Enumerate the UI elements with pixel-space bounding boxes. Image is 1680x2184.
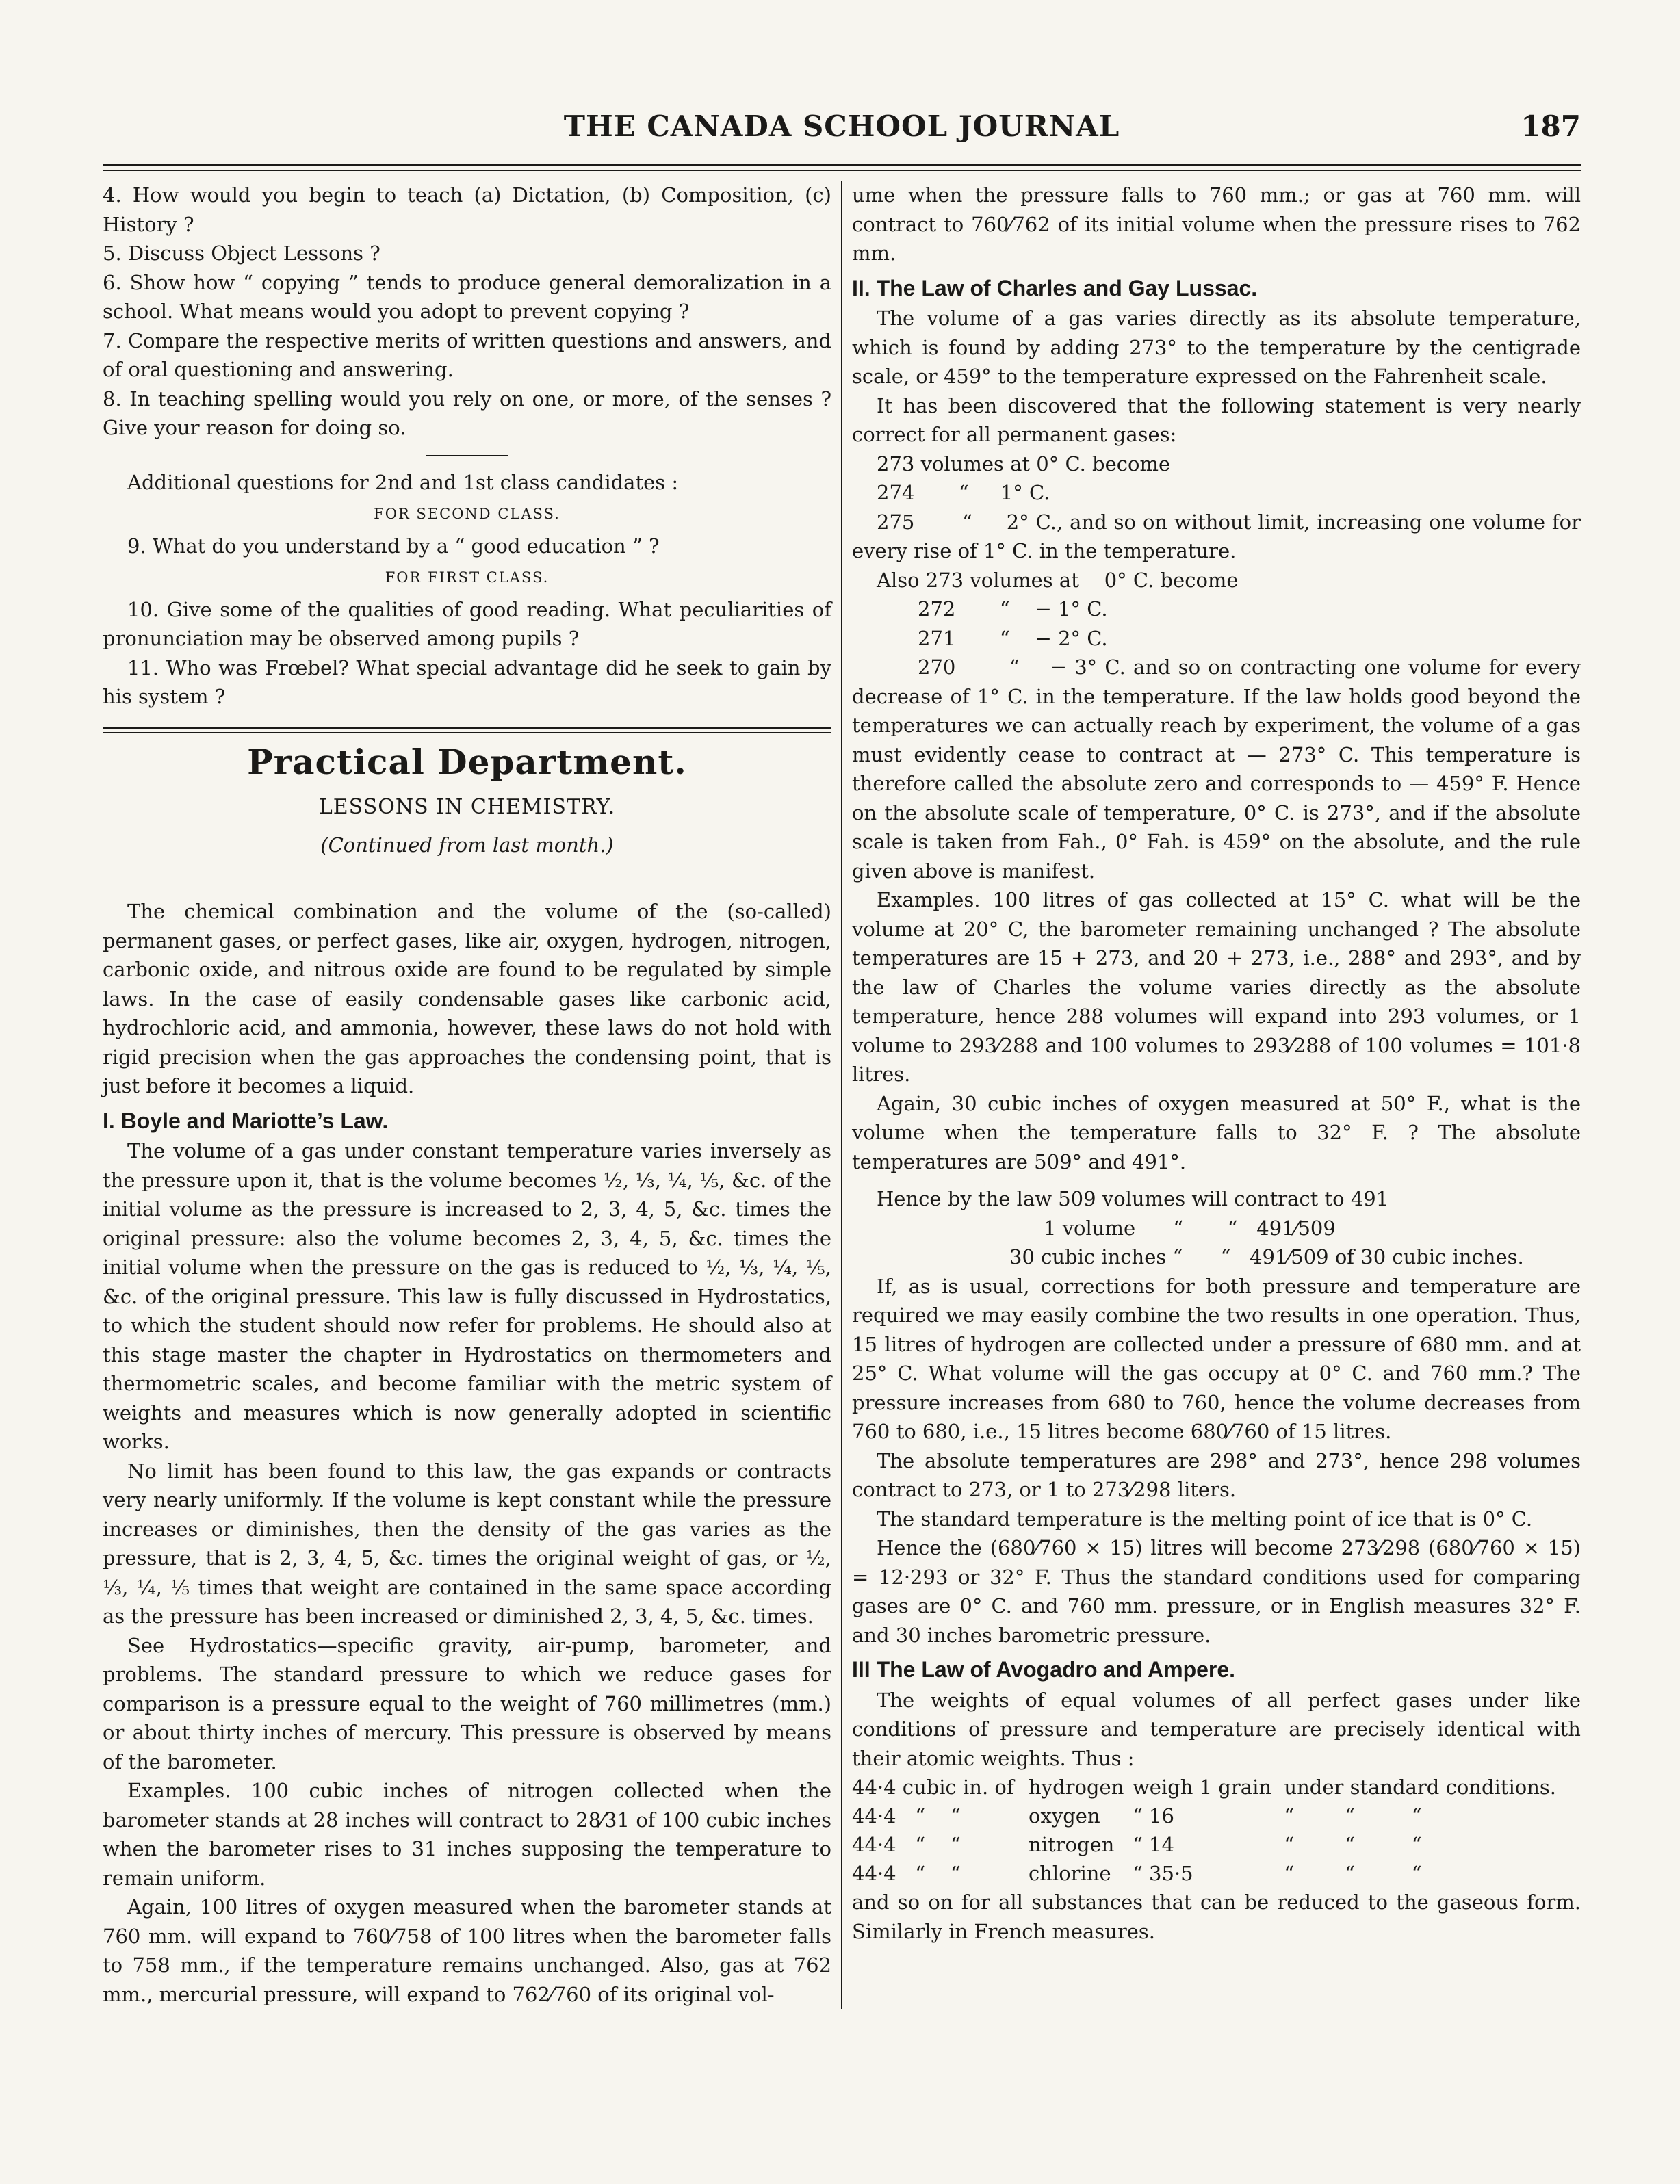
left-column (103, 181, 841, 2009)
question-9: 9. What do you understand by a “ good education ” ? (127, 534, 660, 558)
example-paragraph: The absolute temperatures are 298° and 273°, hence 298 volumes contract to 273, or 1 to 273⁄298 liters. (852, 1448, 1581, 1501)
hence-line: 1 volume “ “ 491⁄509 (1044, 1216, 1336, 1240)
section-1-example: Again, 100 litres of oxygen measured when the barometer stands at 760 mm. will expand to 760⁄758 of 100 litres when the barometer falls to 758 mm., if the temperature remains unchanged. Also, gas at 762 mm., mercurial pressure, will expand to 762⁄760 of its original vol- (103, 1895, 831, 2006)
section-1-paragraph: See Hydrostatics—specific gravity, air-pump, barometer, and problems. The standard pressure to which we reduce gases for comparison is a pressure equal to the weight of 760 millimetres (mm.) or about thirty inches of mercury. This pressure is observed by means of the barometer. (103, 1633, 831, 1773)
lessons-title: LESSONS IN CHEMISTRY. (318, 795, 616, 819)
example-paragraph: Hence the (680⁄760 × 15) litres will become 273⁄298 (680⁄760 × 15) = 12·293 or 32° F. Thus the standard conditions used for comparing gases are 0° C. and 760 mm. pressure, or in English measures 32° F. and 30 inches barometric pressure. (852, 1536, 1581, 1647)
example-paragraph: Examples. 100 litres of gas collected at 15° C. what will be the volume at 20° C, the barometer remaining unchanged ? The absolute temperatures are 15 + 273, and 20 + 273, i.e., 288° and 293°, and by the law of Charles the volume varies directly as the absolute temperature, hence 288 volumes will expand into 293 volumes, or 1 volume to 293⁄288 and 100 volumes to 293⁄288 of 100 volumes = 101·8 litres. (852, 888, 1581, 1086)
header-rule (103, 164, 1581, 171)
question-8: 8. In teaching spelling would you rely on one, or more, of the senses ? Give your reason for doing so. (103, 387, 831, 439)
example-paragraph: If, as is usual, corrections for both pressure and temperature are required we may easily combine the two results in one operation. Thus, 15 litres of hydrogen are collected under a pressure of 680 mm. and at 25° C. What volume will the gas occupy at 0° C. and 760 mm.? The pressure increases from 680 to 760, hence the volume decreases from 760 to 680, i.e., 15 litres become 680⁄760 of 15 litres. (852, 1274, 1581, 1443)
atomic-weight-table (852, 1773, 1581, 1888)
closing-text: and so on for all substances that can be reduced to the gaseous form. Similarly in French measures. (852, 1890, 1581, 1943)
page-header (103, 103, 1581, 164)
table-cell: 44·4 “ “ (852, 1862, 961, 1885)
hence-line: 30 cubic inches “ “ 491⁄509 of 30 cubic inches. (1009, 1245, 1524, 1269)
two-column-body (103, 181, 1581, 2009)
table-cell: “ 16 (1132, 1804, 1174, 1828)
volume-line: 273 volumes at 0° C. become (877, 452, 1171, 476)
question-7: 7. Compare the respective merits of written questions and answers, and of oral questioning and answering. (103, 328, 831, 381)
question-11: 11. Who was Frœbel? What special advantage did he seek to gain by his system ? (103, 655, 831, 708)
department-heading: Practical Department. (247, 741, 687, 782)
intro-paragraph: The chemical combination and the volume of the (so-called) permanent gases, or perfect gases, like air, oxygen, hydrogen, nitrogen, carbonic oxide, and nitrous oxide are found to be regulated by simple laws. In the case of easily condensable gases like carbonic acid, hydrochloric acid, and ammonia, however, these laws do not hold with rigid precision when the gas approaches the condensing point, that is just before it becomes a liquid. (103, 900, 831, 1097)
table-row (852, 1773, 1581, 1802)
example-paragraph: The standard temperature is the melting point of ice that is 0° C. (877, 1507, 1533, 1531)
table-cell: “ “ “ (1284, 1804, 1422, 1828)
section-3-title: III The Law of Avogadro and Ampere. (852, 1657, 1236, 1682)
first-class-heading: FOR FIRST CLASS. (385, 569, 550, 586)
table-cell: “ 14 (1132, 1833, 1174, 1856)
section-1-paragraph: The volume of a gas under constant temperature varies inversely as the pressure upon it, that is the volume becomes ½, ⅓, ¼, ⅕, &c. of the initial volume as the pressure is increased to 2, 3, 4, 5, &c. times the original pressure: also the volume becomes 2, 3, 4, 5, &c. times the initial volume when the pressure on the gas is reduced to ½, ⅓, ¼, ⅕, &c. of the original pressure. This law is fully discussed in Hydrostatics, to which the student should now refer for problems. He should also at this stage master the chapter in Hydrostatics on thermometers and thermometric scales, and become familiar with the metric system of weights and measures which is now generally adopted in scientific works. (103, 1139, 831, 1453)
second-class-heading: FOR SECOND CLASS. (374, 506, 560, 522)
section-1-title: I. Boyle and Mariotte’s Law. (103, 1108, 389, 1133)
table-cell: oxygen (1029, 1804, 1100, 1828)
table-row (852, 1830, 1581, 1859)
question-6: 6. Show how “ copying ” tends to produce general demoralization in a school. What means would you adopt to prevent copying ? (103, 270, 831, 323)
table-cell: weigh 1 grain (1132, 1776, 1272, 1799)
right-column (842, 181, 1581, 2009)
volume-line: 272 “ − 1° C. (918, 597, 1108, 621)
section-1-paragraph: No limit has been found to this law, the gas expands or contracts very nearly uniformly. If the volume is kept constant while the pressure increases or diminishes, then the density of the gas varies as the pressure, that is 2, 3, 4, 5, &c. times the original weight of gas, or ½, ⅓, ¼, ⅕ times that weight are contained in the same space according as the pressure has been increased or diminished 2, 3, 4, 5, &c. times. (103, 1459, 831, 1628)
table-cell: 44·4 “ “ (852, 1833, 961, 1856)
section-2-title: II. The Law of Charles and Gay Lussac. (852, 275, 1258, 300)
table-cell: “ 35·5 (1132, 1862, 1193, 1885)
table-cell: under standard conditions. (1284, 1776, 1556, 1799)
table-cell: chlorine (1029, 1862, 1111, 1885)
table-row (852, 1802, 1581, 1830)
table-cell: nitrogen (1029, 1833, 1115, 1856)
volume-line: Also 273 volumes at 0° C. become (877, 568, 1239, 592)
question-10: 10. Give some of the qualities of good reading. What peculiarities of pronunciation may be observed among pupils ? (103, 597, 831, 650)
section-separator (103, 727, 831, 733)
table-cell: hydrogen (1029, 1776, 1124, 1799)
example-paragraph: Again, 30 cubic inches of oxygen measured at 50° F., what is the volume when the temperature falls to 32° F. ? The absolute temperatures are 509° and 491°. (852, 1091, 1581, 1173)
question-4: 4. How would you begin to teach (a) Dictation, (b) Composition, (c) History ? (103, 183, 831, 236)
additional-questions-intro: Additional questions for 2nd and 1st class candidates : (127, 470, 679, 494)
volume-line: 270 “ − 3° C. and so on contracting one volume for every decrease of 1° C. in the temperature. If the law holds good beyond the temperatures we can actually reach by experiment, the volume of a gas must evidently cease to contract at — 273° C. This temperature is therefore called the absolute zero and corresponds to — 459° F. Hence on the absolute scale of temperature, 0° C. is 273°, and if the absolute scale is taken from Fah., 0° Fah. is 459° on the absolute, and the rule given above is manifest. (852, 655, 1581, 883)
section-1-example: Examples. 100 cubic inches of nitrogen collected when the barometer stands at 28 inches will contract to 28⁄31 of 100 cubic inches when the barometer rises to 31 inches supposing the temperature to remain uniform. (103, 1779, 831, 1890)
section-2-paragraph: It has been discovered that the following statement is very nearly correct for all permanent gases: (852, 393, 1581, 446)
table-cell: “ “ “ (1284, 1862, 1422, 1885)
volume-line: 275 “ 2° C., and so on without limit, increasing one volume for every rise of 1° C. in the temperature. (852, 510, 1581, 562)
section-2-paragraph: The volume of a gas varies directly as its absolute temperature, which is found by adding 273° to the temperature by the centigrade scale, or 459° to the temperature expressed on the Fahrenheit scale. (852, 307, 1581, 388)
volume-line: 271 “ − 2° C. (918, 626, 1108, 650)
journal-title: THE CANADA SCHOOL JOURNAL (563, 109, 1120, 143)
section-3-paragraph: The weights of equal volumes of all perfect gases under like conditions of pressure and temperature are precisely identical with their atomic weights. Thus : (852, 1688, 1581, 1770)
continued-note: (Continued from last month.) (320, 833, 614, 857)
table-cell: 44·4 cubic in. of (852, 1776, 1014, 1799)
divider (426, 455, 508, 456)
table-cell: 44·4 “ “ (852, 1804, 961, 1828)
hence-line: Hence by the law 509 volumes will contract to 491 (877, 1187, 1389, 1210)
journal-page (103, 103, 1581, 2009)
continued-text: ume when the pressure falls to 760 mm.; or gas at 760 mm. will contract to 760⁄762 of its initial volume when the pressure rises to 762 mm. (852, 183, 1581, 265)
page-number: 187 (1521, 109, 1581, 143)
volume-line: 274 “ 1° C. (877, 481, 1050, 504)
question-5: 5. Discuss Object Lessons ? (103, 242, 380, 265)
table-row (852, 1859, 1581, 1888)
table-cell: “ “ “ (1284, 1833, 1422, 1856)
